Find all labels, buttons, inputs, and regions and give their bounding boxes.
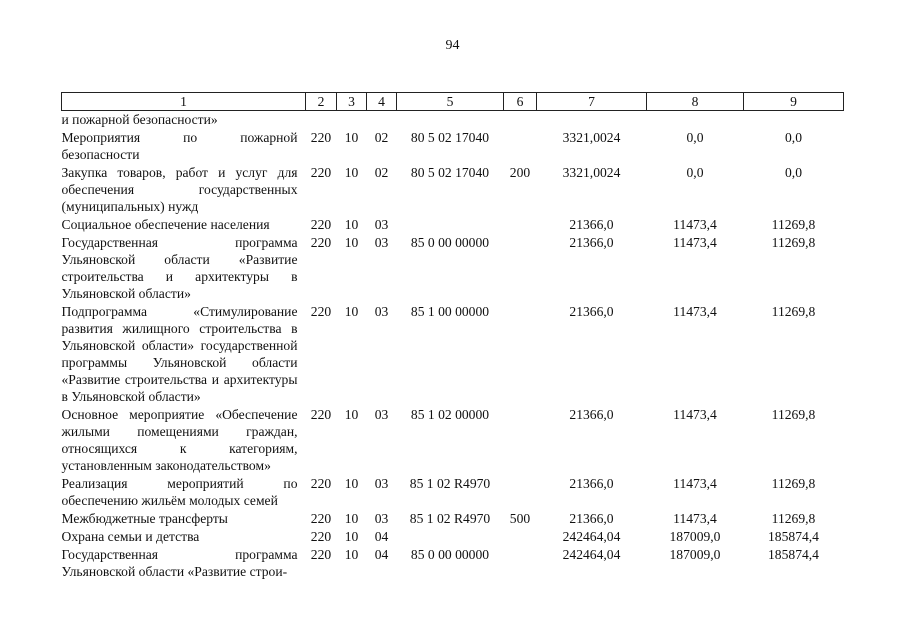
- row-amount-1: 3321,0024: [562, 165, 621, 180]
- row-name: Государственная программа Ульяновской области «Развитие строительства и архитектуры в Ульяновской области»: [61, 235, 298, 301]
- row-name: Мероприятия по пожарной безопасности: [61, 130, 298, 162]
- row-target-article: 80 5 02 17040: [410, 130, 490, 145]
- row-amount-1: 242464,04: [562, 529, 621, 544]
- row-section: 10: [344, 407, 359, 422]
- row-kbk-admin: 220: [310, 235, 332, 250]
- row-target-article: 80 5 02 17040: [410, 165, 490, 180]
- row-target-article: [397, 215, 504, 233]
- row-subsection: 02: [374, 130, 389, 145]
- header-col-5: 5: [397, 93, 504, 111]
- row-section: 10: [344, 130, 359, 145]
- row-expense-type: [504, 474, 537, 509]
- row-subsection: 03: [374, 217, 389, 232]
- budget-table: [61, 92, 844, 580]
- row-target-article: 85 1 02 00000: [410, 407, 490, 422]
- row-amount-2: 0,0: [686, 130, 704, 145]
- row-amount-1: 21366,0: [569, 217, 614, 232]
- row-amount-3: 11269,8: [771, 476, 816, 491]
- row-expense-type: [504, 545, 537, 580]
- row-expense-type: 200: [509, 165, 531, 180]
- row-kbk-admin: 220: [310, 511, 332, 526]
- row-target-article: 85 0 00 00000: [410, 547, 490, 562]
- row-amount-2: 187009,0: [669, 547, 721, 562]
- row-amount-3: [744, 111, 844, 129]
- row-amount-3: 11269,8: [771, 407, 816, 422]
- table-header-row: [62, 93, 844, 111]
- row-amount-2: 11473,4: [673, 304, 717, 319]
- row-name: Основное мероприятие «Обеспечение жилыми помещениями граждан, относящихся к категориям, установленным законодательством»: [61, 407, 298, 473]
- row-target-article: 85 1 00 00000: [410, 304, 490, 319]
- table-row: [62, 111, 844, 129]
- row-section: 10: [344, 529, 359, 544]
- header-col-1: 1: [62, 93, 306, 111]
- row-name: Реализация мероприятий по обеспечению жильём молодых семей: [61, 476, 298, 508]
- table-row: [62, 405, 844, 474]
- row-amount-1: 21366,0: [569, 511, 614, 526]
- row-amount-1: 21366,0: [569, 235, 614, 250]
- table-body: [62, 111, 844, 581]
- row-amount-3: 11269,8: [771, 217, 816, 232]
- row-expense-type: [504, 111, 537, 129]
- table-row: [62, 215, 844, 233]
- row-amount-3: 11269,8: [771, 235, 816, 250]
- row-kbk-admin: 220: [310, 547, 332, 562]
- header-col-8: 8: [647, 93, 744, 111]
- row-amount-1: 21366,0: [569, 476, 614, 491]
- row-amount-1: 3321,0024: [562, 130, 621, 145]
- row-amount-2: 11473,4: [673, 511, 717, 526]
- page-number: 94: [445, 38, 460, 53]
- row-amount-3: 0,0: [785, 165, 802, 180]
- header-col-7: 7: [537, 93, 647, 111]
- table-row: [62, 474, 844, 509]
- row-amount-1: 21366,0: [569, 407, 614, 422]
- row-expense-type: [504, 405, 537, 474]
- row-amount-2: [647, 111, 744, 129]
- row-amount-2: 11473,4: [673, 476, 717, 491]
- row-amount-2: 187009,0: [669, 529, 721, 544]
- row-expense-type: [504, 128, 537, 163]
- row-amount-2: 11473,4: [673, 407, 717, 422]
- row-amount-1: [537, 111, 647, 129]
- header-col-2: 2: [306, 93, 337, 111]
- row-kbk-admin: 220: [310, 130, 332, 145]
- row-name: и пожарной безопасности»: [61, 112, 218, 127]
- row-amount-3: 185874,4: [768, 547, 819, 562]
- row-target-article: 85 1 02 R4970: [409, 476, 491, 491]
- header-col-3: 3: [337, 93, 367, 111]
- table-row: [62, 509, 844, 527]
- row-kbk-admin: 220: [310, 165, 332, 180]
- table-row: [62, 233, 844, 302]
- row-expense-type: [504, 215, 537, 233]
- table-row: [62, 545, 844, 580]
- row-kbk-admin: 220: [310, 407, 332, 422]
- table-row: [62, 302, 844, 405]
- row-subsection: 03: [374, 235, 389, 250]
- row-section: 10: [344, 165, 359, 180]
- row-kbk-admin: [306, 111, 337, 129]
- row-target-article: 85 0 00 00000: [410, 235, 490, 250]
- row-kbk-admin: 220: [310, 476, 332, 491]
- header-col-9: 9: [744, 93, 844, 111]
- row-amount-1: 242464,04: [562, 547, 621, 562]
- row-section: [337, 111, 367, 129]
- row-name: Межбюджетные трансферты: [61, 511, 228, 526]
- row-subsection: 04: [374, 547, 389, 562]
- row-subsection: 03: [374, 511, 389, 526]
- row-subsection: 02: [374, 165, 389, 180]
- row-section: 10: [344, 235, 359, 250]
- row-amount-3: 0,0: [785, 130, 802, 145]
- row-amount-2: 11473,4: [673, 235, 717, 250]
- header-col-4: 4: [367, 93, 397, 111]
- row-name: Подпрограмма «Стимулирование развития жилищного строительства в Ульяновской области» государственной программы Ульяновской области «Развитие строительства и архитектуры в Ульяновской области»: [61, 304, 298, 404]
- row-subsection: 04: [374, 529, 389, 544]
- row-section: 10: [344, 217, 359, 232]
- header-col-6: 6: [504, 93, 537, 111]
- row-subsection: 03: [374, 304, 389, 319]
- table-row: [62, 163, 844, 215]
- row-subsection: 03: [374, 407, 389, 422]
- row-kbk-admin: 220: [310, 529, 332, 544]
- row-target-article: [397, 527, 504, 545]
- row-expense-type: [504, 233, 537, 302]
- row-subsection: 03: [374, 476, 389, 491]
- row-target-article: [397, 111, 504, 129]
- table-row: [62, 527, 844, 545]
- row-subsection: [367, 111, 397, 129]
- table-row: [62, 128, 844, 163]
- row-name: Закупка товаров, работ и услуг для обеспечения государственных (муниципальных) нужд: [61, 165, 298, 214]
- row-section: 10: [344, 511, 359, 526]
- row-expense-type: [504, 302, 537, 405]
- row-amount-1: 21366,0: [569, 304, 614, 319]
- row-target-article: 85 1 02 R4970: [409, 511, 491, 526]
- row-kbk-admin: 220: [310, 304, 332, 319]
- row-section: 10: [344, 547, 359, 562]
- row-amount-2: 0,0: [686, 165, 704, 180]
- row-kbk-admin: 220: [310, 217, 332, 232]
- row-amount-3: 185874,4: [768, 529, 819, 544]
- row-name: Социальное обеспечение населения: [61, 217, 270, 232]
- row-amount-3: 11269,8: [771, 304, 816, 319]
- row-section: 10: [344, 304, 359, 319]
- row-amount-3: 11269,8: [771, 511, 816, 526]
- row-expense-type: [504, 527, 537, 545]
- row-expense-type: 500: [509, 511, 531, 526]
- row-amount-2: 11473,4: [673, 217, 717, 232]
- row-name: Государственная программа Ульяновской области «Развитие строи-: [61, 547, 298, 579]
- row-section: 10: [344, 476, 359, 491]
- row-name: Охрана семьи и детства: [61, 529, 200, 544]
